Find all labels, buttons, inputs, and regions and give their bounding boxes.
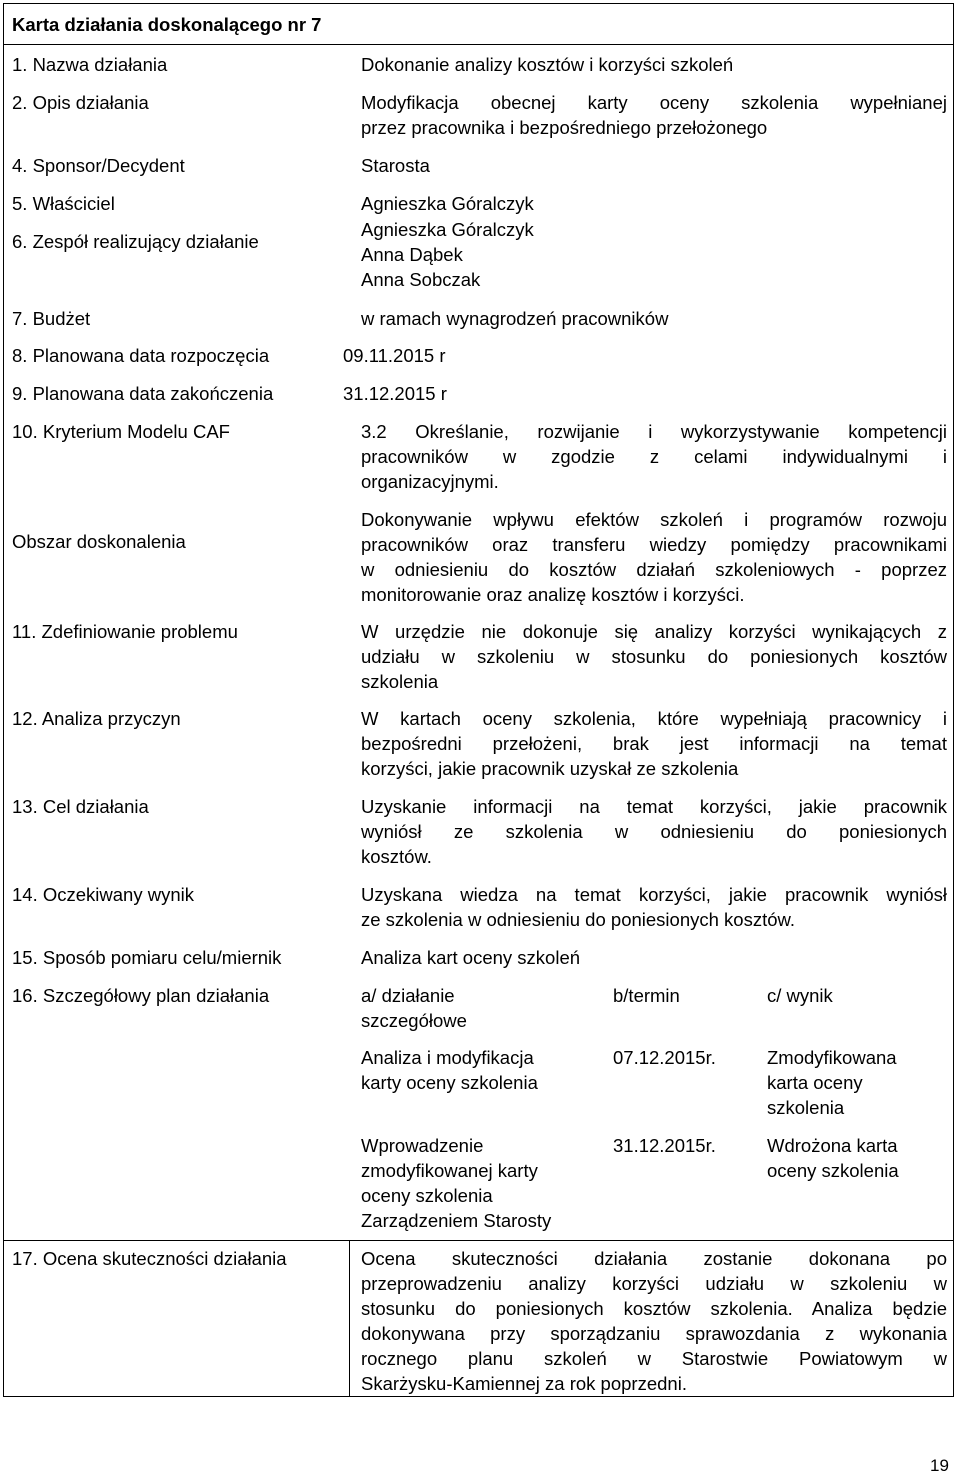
row-label-budget: 7. Budżet <box>12 308 91 329</box>
plan-item-result: Wdrożona karta oceny szkolenia <box>767 1135 899 1181</box>
column-divider <box>349 1240 350 1397</box>
plan-item-result: Zmodyfikowana karta oceny szkolenia <box>767 1047 897 1118</box>
row-value-cause-analysis: W kartach oceny szkolenia, które wypełniają pracownicy i bezpośredni przełożeni, brak jest informacji na temat korzyści, jakie pracownik uzyskał ze szkolenia <box>361 708 947 779</box>
row-label-name: 1. Nazwa działania <box>12 54 168 75</box>
row-value-effectiveness: Ocena skuteczności działania zostanie dokonana po przeprowadzeniu analizy korzyści udziału w szkoleniu w stosunku do poniesionych kosztów szkolenia. Analiza będzie dokonywana przy sporządzaniu sprawozdania z wykonania rocznego planu szkoleń w Starostwie Powiatowym w Skarżysku-Kamiennej za rok poprzedni. <box>361 1248 947 1394</box>
row-value-goal: Uzyskanie informacji na temat korzyści, jakie pracownik wyniósł ze szkolenia w odniesieniu do poniesionych kosztów. <box>361 796 947 867</box>
team-member: Anna Sobczak <box>361 269 481 290</box>
plan-item-deadline: 07.12.2015r. <box>613 1047 716 1068</box>
row-label-description: 2. Opis działania <box>12 92 149 113</box>
plan-item-action: Wprowadzenie zmodyfikowanej karty oceny szkolenia Zarządzeniem Starosty <box>361 1135 552 1231</box>
row-divider <box>3 44 954 45</box>
row-value-start-date: 09.11.2015 r <box>343 345 446 366</box>
row-label-expected-result: 14. Oczekiwany wynik <box>12 884 194 905</box>
row-label-measure: 15. Sposób pomiaru celu/miernik <box>12 947 282 968</box>
row-value-measure: Analiza kart oceny szkoleń <box>361 947 581 968</box>
row-value-end-date: 31.12.2015 r <box>343 383 447 404</box>
team-member: Anna Dąbek <box>361 244 463 265</box>
row-value-owner: Agnieszka Góralczyk <box>361 193 534 214</box>
page-number: 19 <box>930 1456 949 1475</box>
row-value-name: Dokonanie analizy kosztów i korzyści szkoleń <box>361 54 734 75</box>
row-label-problem: 11. Zdefiniowanie problemu <box>12 621 238 642</box>
row-label-cause-analysis: 12. Analiza przyczyn <box>12 708 181 729</box>
row-value-budget: w ramach wynagrodzeń pracowników <box>361 308 669 329</box>
plan-item-action: Analiza i modyfikacja karty oceny szkolenia <box>361 1047 538 1093</box>
plan-header-result: c/ wynik <box>767 985 833 1006</box>
row-value-problem: W urzędzie nie dokonuje się analizy korzyści wynikających z udziału w szkoleniu w stosunku do poniesionych kosztów szkolenia <box>361 621 947 692</box>
plan-item-deadline: 31.12.2015r. <box>613 1135 716 1156</box>
row-label-end-date: 9. Planowana data zakończenia <box>12 383 274 404</box>
team-member: Agnieszka Góralczyk <box>361 219 534 240</box>
plan-header-deadline: b/termin <box>613 985 680 1006</box>
row-value-sponsor: Starosta <box>361 155 430 176</box>
row-label-goal: 13. Cel działania <box>12 796 149 817</box>
row-label-start-date: 8. Planowana data rozpoczęcia <box>12 345 270 366</box>
row-value-caf-criterion: 3.2 Określanie, rozwijanie i wykorzystywanie kompetencji pracowników w zgodzie z celami indywidualnymi i organizacyjnymi. <box>361 421 947 492</box>
row-label-effectiveness: 17. Ocena skuteczności działania <box>12 1248 287 1269</box>
plan-header-action: a/ działanie szczegółowe <box>361 985 467 1031</box>
row-label-improvement-area: Obszar doskonalenia <box>12 531 186 552</box>
row-label-detailed-plan: 16. Szczegółowy plan działania <box>12 985 270 1006</box>
row-value-improvement-area: Dokonywanie wpływu efektów szkoleń i programów rozwoju pracowników oraz transferu wiedzy pomiędzy pracownikami w odniesieniu do kosztów działań szkoleniowych - poprzez monitorowanie oraz analizę kosztów i korzyści. <box>361 509 947 605</box>
row-label-team: 6. Zespół realizujący działanie <box>12 231 259 252</box>
row-label-owner: 5. Właściciel <box>12 193 115 214</box>
row-label-sponsor: 4. Sponsor/Decydent <box>12 155 185 176</box>
row-divider <box>3 1240 954 1241</box>
row-value-description: Modyfikacja obecnej karty oceny szkolenia wypełnianej przez pracownika i bezpośredniego przełożonego <box>361 92 947 138</box>
row-label-caf-criterion: 10. Kryterium Modelu CAF <box>12 421 230 442</box>
document-title: Karta działania doskonalącego nr 7 <box>12 14 322 35</box>
row-value-expected-result: Uzyskana wiedza na temat korzyści, jakie pracownik wyniósł ze szkolenia w odniesieniu do poniesionych kosztów. <box>361 884 947 930</box>
